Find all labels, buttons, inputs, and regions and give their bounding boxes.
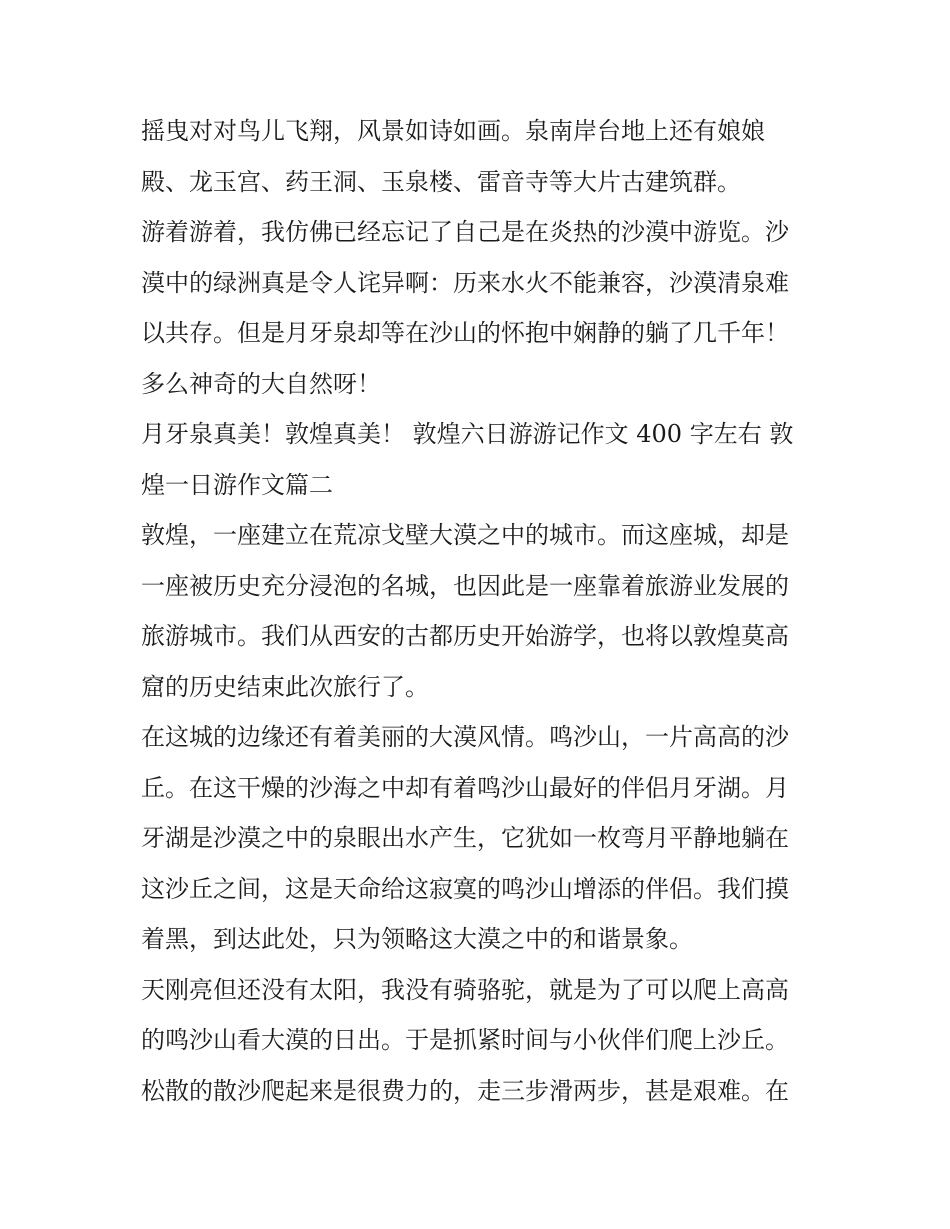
- text-line: 漠中的绿洲真是令人诧异啊：历来水火不能兼容，沙漠清泉难: [141, 268, 789, 297]
- text-line: 多么神奇的大自然呀！: [141, 369, 381, 398]
- text-line: 煌一日游作文篇二: [141, 470, 333, 499]
- text-line: 天刚亮但还没有太阳，我没有骑骆驼，就是为了可以爬上高高: [141, 975, 789, 1004]
- text-line: 敦煌，一座建立在荒凉戈壁大漠之中的城市。而这座城，却是: [141, 521, 789, 549]
- text-line: 摇曳对对鸟儿飞翔，风景如诗如画。泉南岸台地上还有娘娘: [141, 117, 765, 145]
- text-line: 的鸣沙山看大漠的日出。于是抓紧时间与小伙伴们爬上沙丘。: [141, 1026, 789, 1054]
- paragraph-5: [141, 712, 813, 965]
- paragraph-4: [141, 510, 813, 712]
- text-line: 窟的历史结束此次旅行了。: [141, 672, 429, 701]
- text-line: 丘。在这干燥的沙海之中却有着鸣沙山最好的伴侣月牙湖。月: [141, 773, 789, 802]
- text-line: 以共存。但是月牙泉却等在沙山的怀抱中娴静的躺了几千年！: [141, 319, 789, 347]
- text-line: 牙湖是沙漠之中的泉眼出水产生，它犹如一枚弯月平静地躺在: [141, 824, 789, 852]
- text-line: 一座被历史充分浸泡的名城，也因此是一座靠着旅游业发展的: [141, 571, 789, 600]
- text-line: 游着游着，我仿佛已经忘记了自己是在炎热的沙漠中游览。沙: [141, 218, 789, 246]
- paragraph-3: [141, 409, 813, 510]
- text-line: 这沙丘之间，这是天命给这寂寞的鸣沙山增添的伴侣。我们摸: [141, 874, 789, 903]
- text-line: 在这城的边缘还有着美丽的大漠风情。鸣沙山，一片高高的沙: [141, 723, 789, 751]
- document-body: [141, 106, 813, 1116]
- text-line: 月牙泉真美！敦煌真美！ 敦煌六日游游记作文 400 字左右 敦: [141, 420, 794, 448]
- text-line: 旅游城市。我们从西安的古都历史开始游学，也将以敦煌莫高: [141, 622, 789, 650]
- paragraph-2: [141, 207, 813, 409]
- text-line: 着黑，到达此处，只为领略这大漠之中的和谐景象。: [141, 925, 693, 953]
- paragraph-6: [141, 965, 813, 1117]
- text-line: 殿、龙玉宫、药王洞、玉泉楼、雷音寺等大片古建筑群。: [141, 167, 741, 196]
- text-line: 松散的散沙爬起来是很费力的，走三步滑两步，甚是艰难。在: [141, 1076, 789, 1105]
- paragraph-1: [141, 106, 813, 207]
